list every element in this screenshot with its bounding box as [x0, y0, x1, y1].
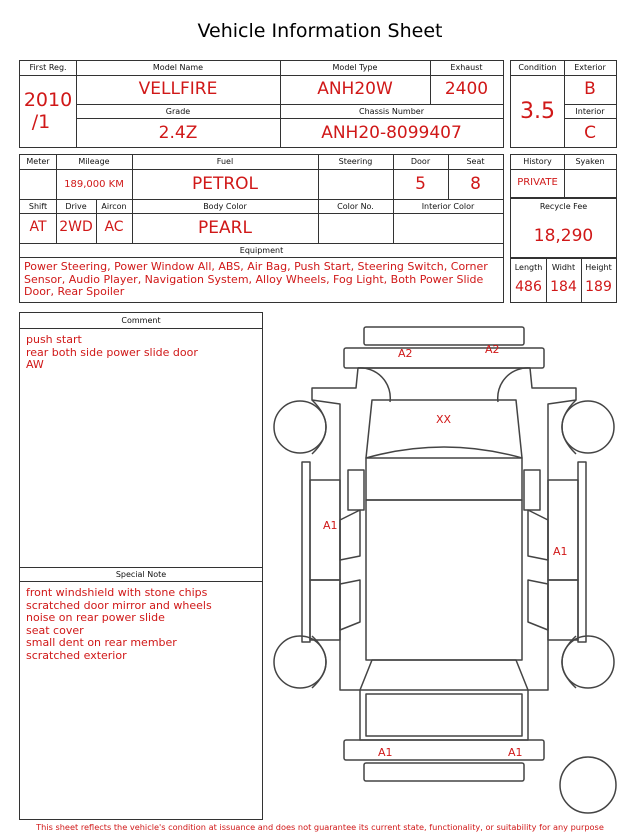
comment-line: rear both side power slide door	[26, 345, 198, 359]
headlight-right-shape	[498, 368, 530, 402]
width-value: 184	[550, 279, 577, 295]
right-pillar-shape	[528, 510, 548, 560]
aircon-label: Aircon	[101, 202, 127, 211]
model-info-block	[19, 60, 504, 148]
left-rail-shape	[302, 462, 310, 642]
special-note-line: noise on rear power slide	[26, 611, 165, 624]
condition-value: 3.5	[520, 99, 555, 124]
steering-label: Steering	[338, 157, 373, 166]
sheet-title: Vehicle Information Sheet	[197, 20, 443, 42]
aircon-value: AC	[104, 219, 124, 235]
equipment-value: Power Steering, Power Window All, ABS, Air Bag, Push Start, Steering Switch, Corner Sensor, Audio Player, Navigation System, Alloy Wheels, Fog Light, Both Power Slide Door, Rear Spoiler	[24, 260, 488, 298]
special-note-line: front windshield with stone chips	[26, 586, 208, 599]
right-rear-window-shape	[528, 580, 548, 630]
color-no-label: Color No.	[337, 202, 374, 211]
syaken-label: Syaken	[575, 157, 605, 166]
left-mirror-shape	[348, 470, 364, 510]
model-type-label: Model Type	[332, 63, 378, 72]
interior-label: Interior	[575, 107, 605, 116]
headlight-left-shape	[358, 368, 390, 402]
history-block	[510, 154, 617, 198]
left-door-rear-shape	[310, 580, 340, 640]
condition-block	[510, 60, 617, 148]
first-reg-month: /1	[31, 111, 51, 133]
grade-value: 2.4Z	[158, 123, 198, 143]
front-right-wheel-shape	[562, 401, 614, 453]
rear-bumper-lower-shape	[364, 763, 524, 781]
vehicle-damage-diagram	[270, 320, 622, 825]
interior-value: C	[584, 123, 596, 143]
exhaust-value: 2400	[444, 79, 489, 99]
right-door-front-shape	[548, 480, 578, 580]
mark-rear-left: A1	[378, 746, 393, 759]
height-value: 189	[585, 279, 612, 295]
exhaust-label: Exhaust	[450, 63, 483, 72]
mark-left-side: A1	[323, 519, 338, 532]
door-value: 5	[415, 174, 426, 194]
mark-front-right: A2	[485, 343, 500, 356]
mark-right-side: A1	[553, 545, 568, 558]
shift-value: AT	[29, 219, 47, 235]
front-right-arch-shape	[562, 400, 576, 454]
length-value: 486	[515, 279, 542, 295]
recycle-fee-value: 18,290	[533, 226, 594, 246]
special-note-line: scratched exterior	[26, 648, 127, 662]
right-mirror-shape	[524, 470, 540, 510]
left-rear-window-shape	[340, 580, 360, 630]
mileage-value: 189,000 KM	[64, 179, 124, 190]
mark-front-left: A2	[398, 347, 413, 360]
length-label: Length	[514, 263, 543, 272]
mark-roof: XX	[436, 413, 452, 426]
mileage-label: Mileage	[78, 157, 110, 166]
rear-window-shape	[360, 660, 528, 690]
right-rail-shape	[578, 462, 586, 642]
special-note-line: scratched door mirror and wheels	[26, 598, 212, 612]
drive-label: Drive	[65, 202, 87, 211]
dimensions-block	[510, 258, 617, 303]
roof-front-shape	[366, 447, 522, 500]
rear-left-arch-shape	[312, 636, 326, 688]
comment-block	[19, 312, 263, 820]
front-bumper-shape	[364, 327, 524, 345]
right-door-rear-shape	[548, 580, 578, 640]
exterior-label: Exterior	[574, 63, 606, 72]
history-label: History	[523, 157, 552, 166]
comment-line: AW	[26, 358, 44, 371]
shift-label: Shift	[28, 202, 48, 211]
body-color-value: PEARL	[198, 218, 252, 238]
drive-value: 2WD	[59, 219, 93, 235]
front-left-wheel-shape	[274, 401, 326, 453]
grade-label: Grade	[165, 107, 191, 116]
body-color-label: Body Color	[203, 202, 247, 211]
recycle-fee-block	[510, 198, 617, 258]
comment-list	[26, 334, 198, 372]
exterior-value: B	[584, 79, 596, 99]
disclaimer-footer: This sheet reflects the vehicle's condition at issuance and does not guarantee its current state, functionality, or suitability for any purpose	[36, 822, 604, 832]
model-type-value: ANH20W	[317, 79, 393, 99]
first-reg-year: 2010	[23, 89, 73, 111]
fuel-label: Fuel	[216, 157, 234, 166]
recycle-fee-label: Recycle Fee	[539, 202, 588, 211]
spare-wheel-shape	[560, 757, 616, 813]
first-reg-label: First Reg.	[29, 63, 67, 72]
height-label: Height	[585, 263, 612, 272]
special-note-list	[26, 587, 212, 662]
equipment-label: Equipment	[239, 246, 284, 255]
front-left-arch-shape	[312, 400, 326, 454]
seat-label: Seat	[466, 157, 485, 166]
comment-label: Comment	[121, 316, 161, 325]
model-name-label: Model Name	[152, 63, 204, 72]
history-value: PRIVATE	[517, 177, 558, 188]
spec-block	[19, 154, 504, 303]
rear-right-arch-shape	[562, 636, 576, 688]
chassis-number-label: Chassis Number	[359, 107, 424, 116]
width-label: Widht	[551, 263, 576, 272]
meter-label: Meter	[26, 157, 50, 166]
left-pillar-shape	[340, 510, 360, 560]
fuel-value: PETROL	[191, 174, 259, 194]
interior-color-label: Interior Color	[421, 202, 475, 211]
comment-line: push start	[26, 333, 82, 346]
front-bumper-lower-shape	[344, 348, 544, 368]
seat-value: 8	[470, 174, 481, 194]
windshield-shape	[366, 400, 522, 458]
door-label: Door	[410, 157, 431, 166]
roof-shape	[366, 500, 522, 660]
special-note-line: small dent on rear member	[26, 636, 177, 649]
chassis-number-value: ANH20-8099407	[321, 123, 462, 143]
model-name-value: VELLFIRE	[138, 79, 218, 99]
special-note-label: Special Note	[115, 570, 167, 579]
special-note-line: seat cover	[26, 623, 84, 637]
mark-rear-right: A1	[508, 746, 523, 759]
back-door-shape	[366, 694, 522, 736]
condition-label: Condition	[518, 63, 557, 72]
